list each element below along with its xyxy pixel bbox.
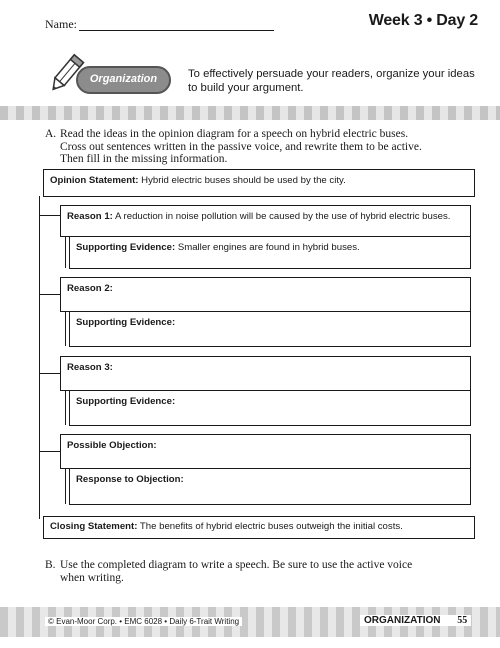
reason-2-box[interactable] [60,277,471,312]
supporting-evidence-3-box[interactable] [69,390,471,426]
footer-section [360,615,471,626]
diagram-connector [39,196,40,519]
diagram-connector [65,389,66,425]
closing-statement-label: Closing Statement: [50,521,138,532]
instruction-a-letter: A. [45,128,57,140]
instruction-b [45,559,485,585]
supporting-evidence-1-label: Supporting Evidence: [76,242,176,253]
closing-statement-text [50,521,403,532]
week-day-title: Week 3 • Day 2 [368,12,478,29]
diagram-connector [39,373,60,374]
supporting-evidence-3-label: Supporting Evidence: [76,396,176,407]
response-to-objection-label: Response to Objection: [76,474,184,485]
intro-text: To effectively persuade your readers, organize your ideas to build your argument. [188,68,475,94]
footer-section-label: ORGANIZATION [364,615,441,626]
instruction-a-line: Then fill in the missing information. [60,153,228,165]
footer-credit: © Evan-Moor Corp. • EMC 6028 • Daily 6-Trait Writing [45,617,242,626]
closing-statement-value: The benefits of hybrid electric buses outweigh the initial costs. [139,521,403,532]
opinion-statement-value: Hybrid electric buses should be used by the city. [141,175,346,186]
reason-3-label: Reason 3: [67,362,113,373]
possible-objection-label: Possible Objection: [67,440,157,451]
name-label: Name: [45,17,77,31]
page-number: 55 [457,615,468,626]
name-field[interactable] [79,30,274,31]
supporting-evidence-2-label: Supporting Evidence: [76,317,176,328]
opinion-statement-box[interactable] [43,169,475,197]
supporting-evidence-1-box[interactable] [69,236,471,269]
instruction-a-line: Cross out sentences written in the passive voice, and rewrite them to be active. [60,140,422,153]
opinion-statement-text [50,175,346,186]
diagram-connector [39,215,60,216]
reason-1-box[interactable] [60,205,471,237]
instruction-b-letter: B. [45,559,56,571]
reason-1-label: Reason 1: [67,211,113,222]
instruction-a-line: Read the ideas in the opinion diagram for a speech on hybrid electric buses. [60,128,409,140]
skill-badge-label: Organization [89,73,158,85]
supporting-evidence-1-value: Smaller engines are found in hybrid buses. [177,242,360,253]
diagram-connector [65,467,66,504]
supporting-evidence-1-text [76,242,360,253]
reason-1-value: A reduction in noise pollution will be caused by the use of hybrid electric buses. [115,211,451,222]
diagram-connector [39,294,60,295]
response-to-objection-box[interactable] [69,468,471,505]
divider-stripe [0,106,500,120]
diagram-connector [39,451,60,452]
instruction-a [45,128,485,168]
reason-2-label: Reason 2: [67,283,113,294]
pencil-icon [42,52,90,96]
possible-objection-box[interactable] [60,434,471,469]
supporting-evidence-2-box[interactable] [69,311,471,347]
instruction-b-line: when writing. [60,571,124,584]
closing-statement-box[interactable] [43,516,475,539]
diagram-connector [65,310,66,346]
opinion-statement-label: Opinion Statement: [50,175,139,186]
instruction-b-line: Use the completed diagram to write a speech. Be sure to use the active voice [60,559,413,571]
reason-1-text [67,211,450,222]
skill-badge [76,66,171,94]
reason-3-box[interactable] [60,356,471,391]
